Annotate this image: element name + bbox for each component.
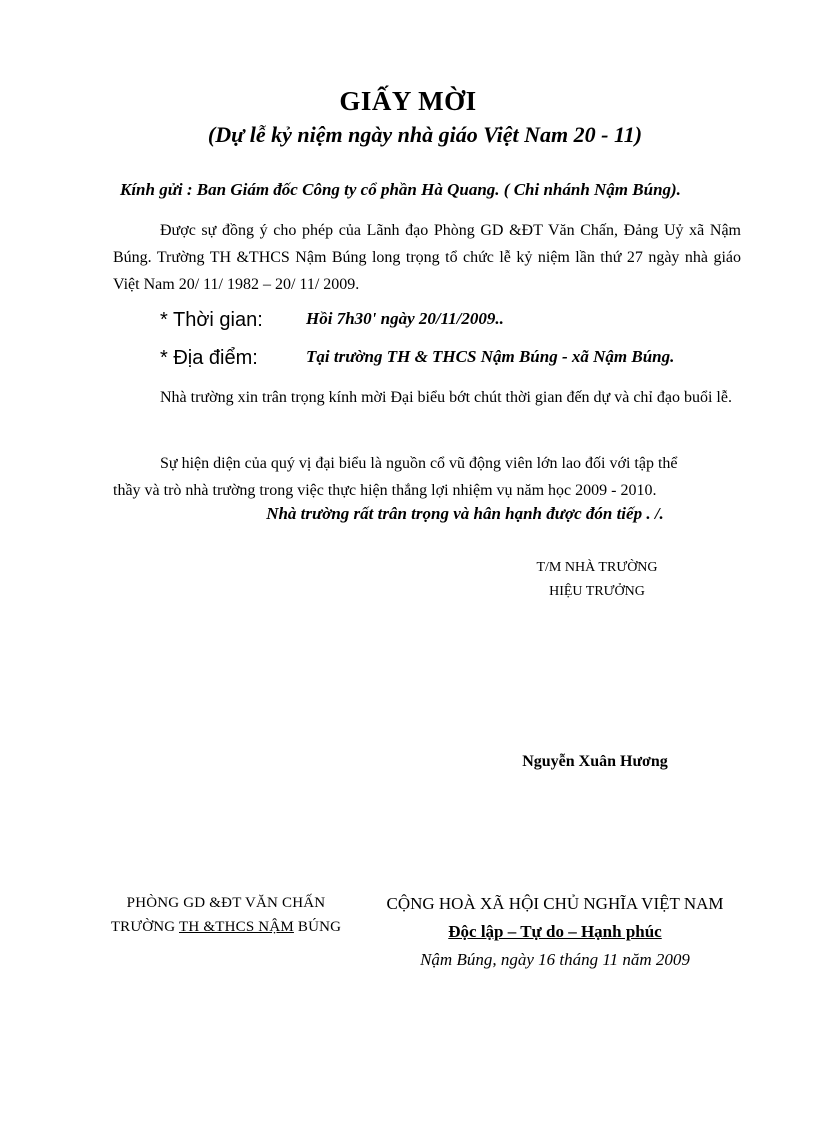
place-value: Tại trường TH & THCS Nậm Búng - xã Nậm Búng. bbox=[306, 347, 675, 366]
school-name-underlined: TH &THCS NẬM bbox=[179, 919, 294, 935]
closing-line: Nhà trường rất trân trọng và hân hạnh được đón tiếp . /. bbox=[266, 504, 664, 523]
school-name-prefix: TRƯỜNG bbox=[110, 919, 179, 935]
signer-name: Nguyễn Xuân Hương bbox=[522, 753, 668, 770]
document-title: GIẤY MỜI bbox=[339, 86, 477, 116]
document-subtitle: (Dự lễ kỷ niệm ngày nhà giáo Việt Nam 20 - 11) bbox=[207, 122, 643, 147]
signature-block bbox=[497, 556, 697, 604]
place-date: Nậm Búng, ngày 16 tháng 11 năm 2009 bbox=[420, 950, 690, 969]
school-department: PHÒNG GD &ĐT VĂN CHẤN bbox=[126, 895, 326, 911]
presence-line-1: Sự hiện diện của quý vị đại biểu là nguồn cổ vũ động viên lớn lao đối với tập thể bbox=[160, 455, 678, 472]
school-name bbox=[96, 915, 356, 939]
intro-paragraph-text: Được sự đồng ý cho phép của Lãnh đạo Phòng GD &ĐT Văn Chấn, Đảng Uỷ xã Nậm Búng. Trường TH &THCS Nậm Búng long trọng tổ chức lễ kỷ niệm lần thứ 27 ngày nhà giáo Việt Nam 20/ 11/ 1982 – 20/ 11/ 2009. bbox=[113, 222, 741, 293]
signature-title-1: T/M NHÀ TRƯỜNG bbox=[536, 560, 658, 575]
recipient-line: Kính gửi : Ban Giám đốc Công ty cổ phần Hà Quang. ( Chi nhánh Nậm Búng). bbox=[120, 180, 681, 199]
school-header bbox=[96, 891, 356, 939]
school-name-suffix: BÚNG bbox=[293, 919, 342, 935]
time-label: * Thời gian: bbox=[160, 309, 263, 331]
national-header bbox=[360, 890, 750, 974]
place-label: * Địa điểm: bbox=[160, 347, 258, 369]
nation-name: CỘNG HOÀ XÃ HỘI CHỦ NGHĨA VIỆT NAM bbox=[386, 894, 724, 913]
signature-title-2: HIỆU TRƯỞNG bbox=[549, 584, 645, 599]
time-value: Hồi 7h30' ngày 20/11/2009.. bbox=[306, 309, 504, 328]
invite-paragraph-text: Nhà trường xin trân trọng kính mời Đại biểu bớt chút thời gian đến dự và chỉ đạo buổi lễ. bbox=[160, 389, 732, 406]
invite-paragraph bbox=[113, 384, 741, 411]
nation-motto: Độc lập – Tự do – Hạnh phúc bbox=[448, 922, 662, 941]
presence-paragraph bbox=[113, 450, 741, 504]
intro-paragraph bbox=[113, 217, 741, 298]
presence-line-2: thầy và trò nhà trường trong việc thực hiện thắng lợi nhiệm vụ năm học 2009 - 2010. bbox=[113, 482, 657, 499]
